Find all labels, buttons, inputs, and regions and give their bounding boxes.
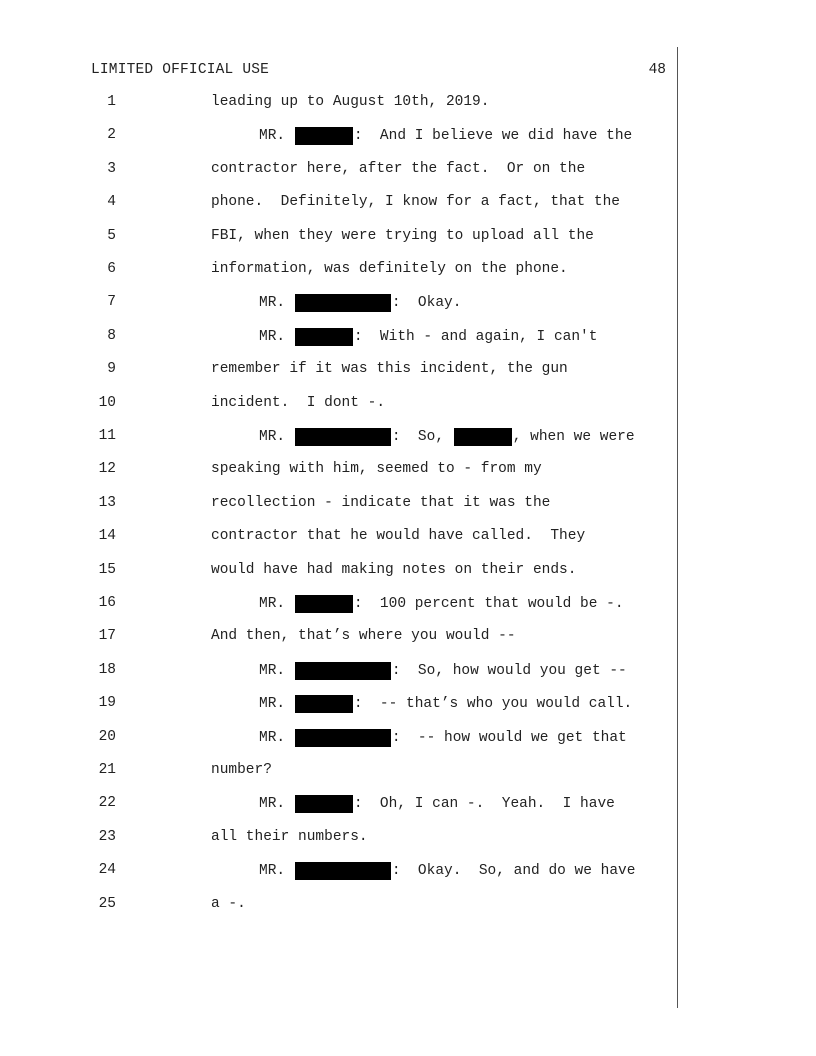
line-text-segment: leading up to August 10th, 2019. xyxy=(211,94,490,110)
line-text-segment: remember if it was this incident, the gun xyxy=(211,361,568,378)
transcript-line xyxy=(0,194,680,216)
page-header-classification: LIMITED OFFICIAL USE xyxy=(91,62,270,78)
line-text-segment: contractor that he would have called. They xyxy=(211,528,586,545)
line-text xyxy=(211,194,620,210)
transcript-line xyxy=(0,662,680,684)
line-text xyxy=(211,562,576,578)
line-text xyxy=(259,294,461,312)
line-number: 22 xyxy=(98,795,116,812)
redaction-box xyxy=(295,294,391,312)
transcript-line xyxy=(0,595,680,617)
line-text-segment: : -- that’s who you would call. xyxy=(353,696,633,713)
transcript-line xyxy=(0,361,680,383)
line-text-segment: number? xyxy=(211,762,272,778)
line-text-segment: MR. xyxy=(259,429,294,445)
line-text-segment: MR. xyxy=(259,863,294,880)
line-text xyxy=(259,595,624,613)
line-text xyxy=(211,228,594,244)
line-text xyxy=(259,862,635,880)
line-text-segment: speaking with him, seemed to - from my xyxy=(211,461,542,478)
line-text-segment: And then, that’s where you would -- xyxy=(211,628,516,645)
line-text-segment: MR. xyxy=(259,696,294,713)
line-number: 16 xyxy=(98,595,116,611)
transcript-line xyxy=(0,829,680,851)
line-text-segment: : Okay. So, and do we have xyxy=(391,863,636,880)
line-text xyxy=(211,261,568,277)
line-text-segment: : Oh, I can -. Yeah. I have xyxy=(353,796,615,813)
line-text-segment: , when we were xyxy=(512,429,635,445)
redaction-box xyxy=(295,328,353,346)
line-text-segment: : -- how would we get that xyxy=(391,729,627,746)
line-text xyxy=(211,94,489,110)
transcript-line xyxy=(0,896,680,918)
line-text-segment: MR. xyxy=(259,295,294,312)
line-number: 8 xyxy=(107,327,116,344)
line-number: 13 xyxy=(98,494,116,511)
transcript-line xyxy=(0,127,680,149)
transcript-line xyxy=(0,528,680,550)
transcript-line xyxy=(0,795,680,817)
line-text-segment: MR. xyxy=(259,729,294,746)
line-text-segment: : So, xyxy=(391,429,453,445)
line-text-segment: would have had making notes on their ends. xyxy=(211,561,577,578)
line-text xyxy=(211,762,272,778)
line-number: 15 xyxy=(98,561,116,578)
line-text-segment: all their numbers. xyxy=(211,828,368,845)
line-number: 5 xyxy=(107,227,116,244)
transcript-line xyxy=(0,294,680,316)
line-text-segment: a -. xyxy=(211,895,246,912)
line-text xyxy=(211,528,585,544)
transcript-line xyxy=(0,428,680,450)
line-text-segment: phone. Definitely, I know for a fact, that the xyxy=(211,194,620,211)
line-number: 24 xyxy=(98,862,116,879)
line-text xyxy=(259,662,627,680)
line-number: 6 xyxy=(107,261,116,277)
transcript-line xyxy=(0,762,680,784)
line-text xyxy=(211,361,568,377)
line-number: 11 xyxy=(98,428,116,444)
transcript-line xyxy=(0,228,680,250)
line-number: 20 xyxy=(98,728,116,745)
line-text xyxy=(211,495,550,511)
line-text xyxy=(259,428,635,446)
transcript-line xyxy=(0,495,680,517)
transcript-line xyxy=(0,94,680,116)
line-text-segment: : And I believe we did have the xyxy=(353,128,633,145)
transcript-line xyxy=(0,562,680,584)
line-text xyxy=(259,695,632,713)
line-text-segment: : So, how would you get -- xyxy=(391,662,627,679)
line-number: 12 xyxy=(98,461,116,478)
line-text xyxy=(211,896,246,912)
line-number: 10 xyxy=(98,394,116,411)
redaction-box xyxy=(295,795,353,813)
line-text xyxy=(259,795,615,813)
line-text xyxy=(259,127,632,145)
line-number: 23 xyxy=(98,828,116,845)
redaction-box xyxy=(295,729,391,747)
line-number: 2 xyxy=(107,127,116,144)
transcript-line xyxy=(0,161,680,183)
line-number: 18 xyxy=(98,661,116,678)
page-number: 48 xyxy=(648,62,666,78)
redaction-box xyxy=(454,428,512,446)
redaction-box xyxy=(295,662,391,680)
redaction-box xyxy=(295,428,391,446)
line-text xyxy=(211,395,385,411)
transcript-line xyxy=(0,729,680,751)
line-text-segment: contractor here, after the fact. Or on the xyxy=(211,160,586,177)
transcript-line xyxy=(0,261,680,283)
transcript-line xyxy=(0,395,680,417)
redaction-box xyxy=(295,595,353,613)
transcript-line xyxy=(0,695,680,717)
line-text-segment: MR. xyxy=(259,328,294,345)
redaction-box xyxy=(295,127,353,145)
line-text-segment: MR. xyxy=(259,662,294,679)
line-number: 1 xyxy=(107,94,116,110)
line-text xyxy=(211,461,542,477)
line-text-segment: recollection - indicate that it was the xyxy=(211,494,551,511)
transcript-line xyxy=(0,328,680,350)
line-number: 4 xyxy=(107,194,116,211)
line-text-segment: : Okay. xyxy=(391,295,462,312)
line-number: 3 xyxy=(107,160,116,177)
redaction-box xyxy=(295,862,391,880)
line-number: 14 xyxy=(98,528,116,545)
line-text xyxy=(211,161,585,177)
line-text-segment: FBI, when they were trying to upload all the xyxy=(211,227,594,244)
line-text xyxy=(259,729,627,747)
line-number: 7 xyxy=(107,294,116,311)
line-number: 17 xyxy=(98,628,116,645)
line-text xyxy=(211,628,516,644)
line-text xyxy=(211,829,368,845)
transcript-line xyxy=(0,461,680,483)
line-text-segment: : 100 percent that would be -. xyxy=(353,596,624,612)
line-number: 25 xyxy=(98,895,116,912)
redaction-box xyxy=(295,695,353,713)
line-text-segment: : With - and again, I can't xyxy=(353,328,598,345)
line-text xyxy=(259,328,597,346)
transcript-line xyxy=(0,628,680,650)
line-number: 21 xyxy=(98,762,116,778)
line-number: 9 xyxy=(107,361,116,378)
line-text-segment: MR. xyxy=(259,596,294,612)
line-text-segment: incident. I dont -. xyxy=(211,394,386,411)
transcript-line xyxy=(0,862,680,884)
line-text-segment: MR. xyxy=(259,128,294,145)
line-number: 19 xyxy=(98,695,116,712)
line-text-segment: MR. xyxy=(259,796,294,813)
line-text-segment: information, was definitely on the phone. xyxy=(211,261,568,277)
